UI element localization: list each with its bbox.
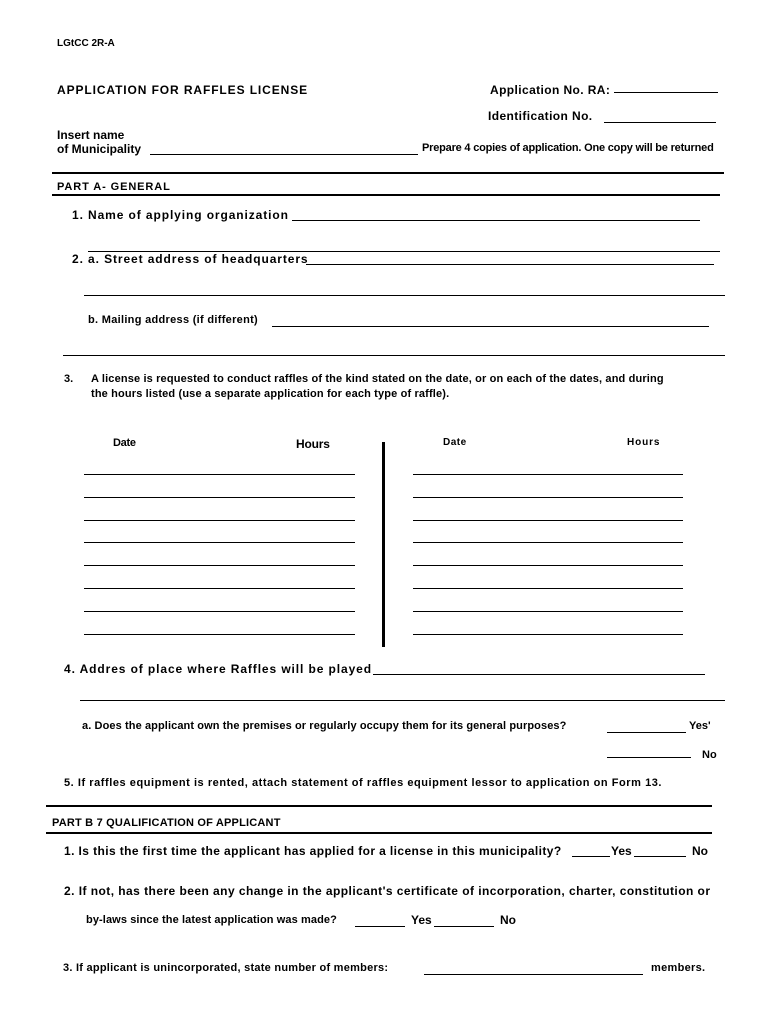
member-count-field[interactable] bbox=[424, 974, 643, 975]
part-b-q2-yes-field[interactable] bbox=[355, 926, 405, 927]
part-a-heading: PART A- GENERAL bbox=[57, 181, 171, 193]
part-b-q3-suffix: members. bbox=[651, 962, 706, 974]
table-divider bbox=[382, 442, 385, 647]
insert-name-label: Insert name bbox=[57, 128, 125, 142]
part-b-q1-yes-field[interactable] bbox=[572, 856, 610, 857]
part-b-q2-line2: by-laws since the latest application was made? bbox=[86, 914, 337, 926]
schedule-line[interactable] bbox=[84, 520, 355, 521]
application-no-label: Application No. RA: bbox=[490, 83, 611, 97]
q2b-label: b. Mailing address (if different) bbox=[88, 314, 259, 326]
part-b-q2-yes: Yes bbox=[411, 913, 432, 927]
schedule-line[interactable] bbox=[413, 474, 683, 475]
application-no-field[interactable] bbox=[614, 92, 718, 93]
schedule-line[interactable] bbox=[84, 474, 355, 475]
q1-label: 1. Name of applying organization bbox=[72, 208, 289, 222]
schedule-line[interactable] bbox=[84, 588, 355, 589]
q3-line1: A license is requested to conduct raffles of the kind stated on the date, or on each of the dates, and during bbox=[91, 373, 664, 385]
identification-no-field[interactable] bbox=[604, 122, 716, 123]
right-hours-header: Hours bbox=[627, 437, 661, 448]
mailing-address-field-2[interactable] bbox=[63, 355, 725, 356]
part-b-q2-no: No bbox=[500, 913, 516, 927]
identification-no-label: Identification No. bbox=[488, 109, 593, 123]
part-b-q2-line1: 2. If not, has there been any change in the applicant's certificate of incorporation, charter, constitution or bbox=[64, 884, 711, 898]
q4a-label: a. Does the applicant own the premises or regularly occupy them for its general purposes? bbox=[82, 720, 567, 732]
schedule-line[interactable] bbox=[84, 611, 355, 612]
schedule-line[interactable] bbox=[413, 611, 683, 612]
part-b-q1-label: 1. Is this the first time the applicant has applied for a license in this municipality? bbox=[64, 844, 562, 858]
part-b-bottom-rule bbox=[46, 832, 712, 834]
schedule-line[interactable] bbox=[84, 565, 355, 566]
q4a-no-label: No bbox=[702, 749, 717, 761]
raffle-place-field[interactable] bbox=[373, 674, 705, 675]
q4a-no-field[interactable] bbox=[607, 757, 691, 758]
schedule-line[interactable] bbox=[84, 542, 355, 543]
q2a-label: 2. a. Street address of headquarters bbox=[72, 252, 309, 266]
copies-note: Prepare 4 copies of application. One copy will be returned bbox=[422, 142, 714, 154]
schedule-line[interactable] bbox=[413, 634, 683, 635]
part-a-bottom-rule bbox=[52, 194, 720, 196]
left-date-header: Date bbox=[113, 437, 136, 449]
part-b-top-rule bbox=[46, 805, 712, 807]
part-a-top-rule bbox=[52, 172, 724, 174]
schedule-line[interactable] bbox=[413, 542, 683, 543]
organization-name-field[interactable] bbox=[292, 220, 700, 221]
schedule-line[interactable] bbox=[84, 497, 355, 498]
schedule-line[interactable] bbox=[413, 565, 683, 566]
q4a-yes-label: Yes' bbox=[689, 720, 711, 732]
mailing-address-field[interactable] bbox=[272, 326, 709, 327]
part-b-heading: PART B 7 QUALIFICATION OF APPLICANT bbox=[52, 817, 281, 829]
schedule-line[interactable] bbox=[413, 497, 683, 498]
q4a-yes-field[interactable] bbox=[607, 732, 686, 733]
form-title: APPLICATION FOR RAFFLES LICENSE bbox=[57, 83, 309, 97]
q5-label: 5. If raffles equipment is rented, attach statement of raffles equipment lessor to application on Form 13. bbox=[64, 777, 663, 789]
q4-label: 4. Addres of place where Raffles will be played bbox=[64, 662, 372, 676]
part-b-q1-no-field[interactable] bbox=[634, 856, 686, 857]
municipality-field[interactable] bbox=[150, 154, 418, 155]
left-hours-header: Hours bbox=[296, 437, 330, 451]
street-address-field-2[interactable] bbox=[84, 295, 725, 296]
schedule-line[interactable] bbox=[413, 520, 683, 521]
schedule-line[interactable] bbox=[413, 588, 683, 589]
schedule-line[interactable] bbox=[84, 634, 355, 635]
street-address-field[interactable] bbox=[306, 264, 714, 265]
right-date-header: Date bbox=[443, 437, 467, 448]
part-b-q3-label: 3. If applicant is unincorporated, state number of members: bbox=[63, 962, 389, 974]
part-b-q1-yes: Yes bbox=[611, 844, 632, 858]
part-b-q2-no-field[interactable] bbox=[434, 926, 494, 927]
municipality-label: of Municipality bbox=[57, 142, 141, 156]
form-code: LGtCC 2R-A bbox=[57, 38, 115, 49]
q3-line2: the hours listed (use a separate application for each type of raffle). bbox=[91, 388, 450, 400]
part-b-q1-no: No bbox=[692, 844, 708, 858]
q3-number: 3. bbox=[64, 373, 74, 385]
raffle-place-field-2[interactable] bbox=[80, 700, 725, 701]
